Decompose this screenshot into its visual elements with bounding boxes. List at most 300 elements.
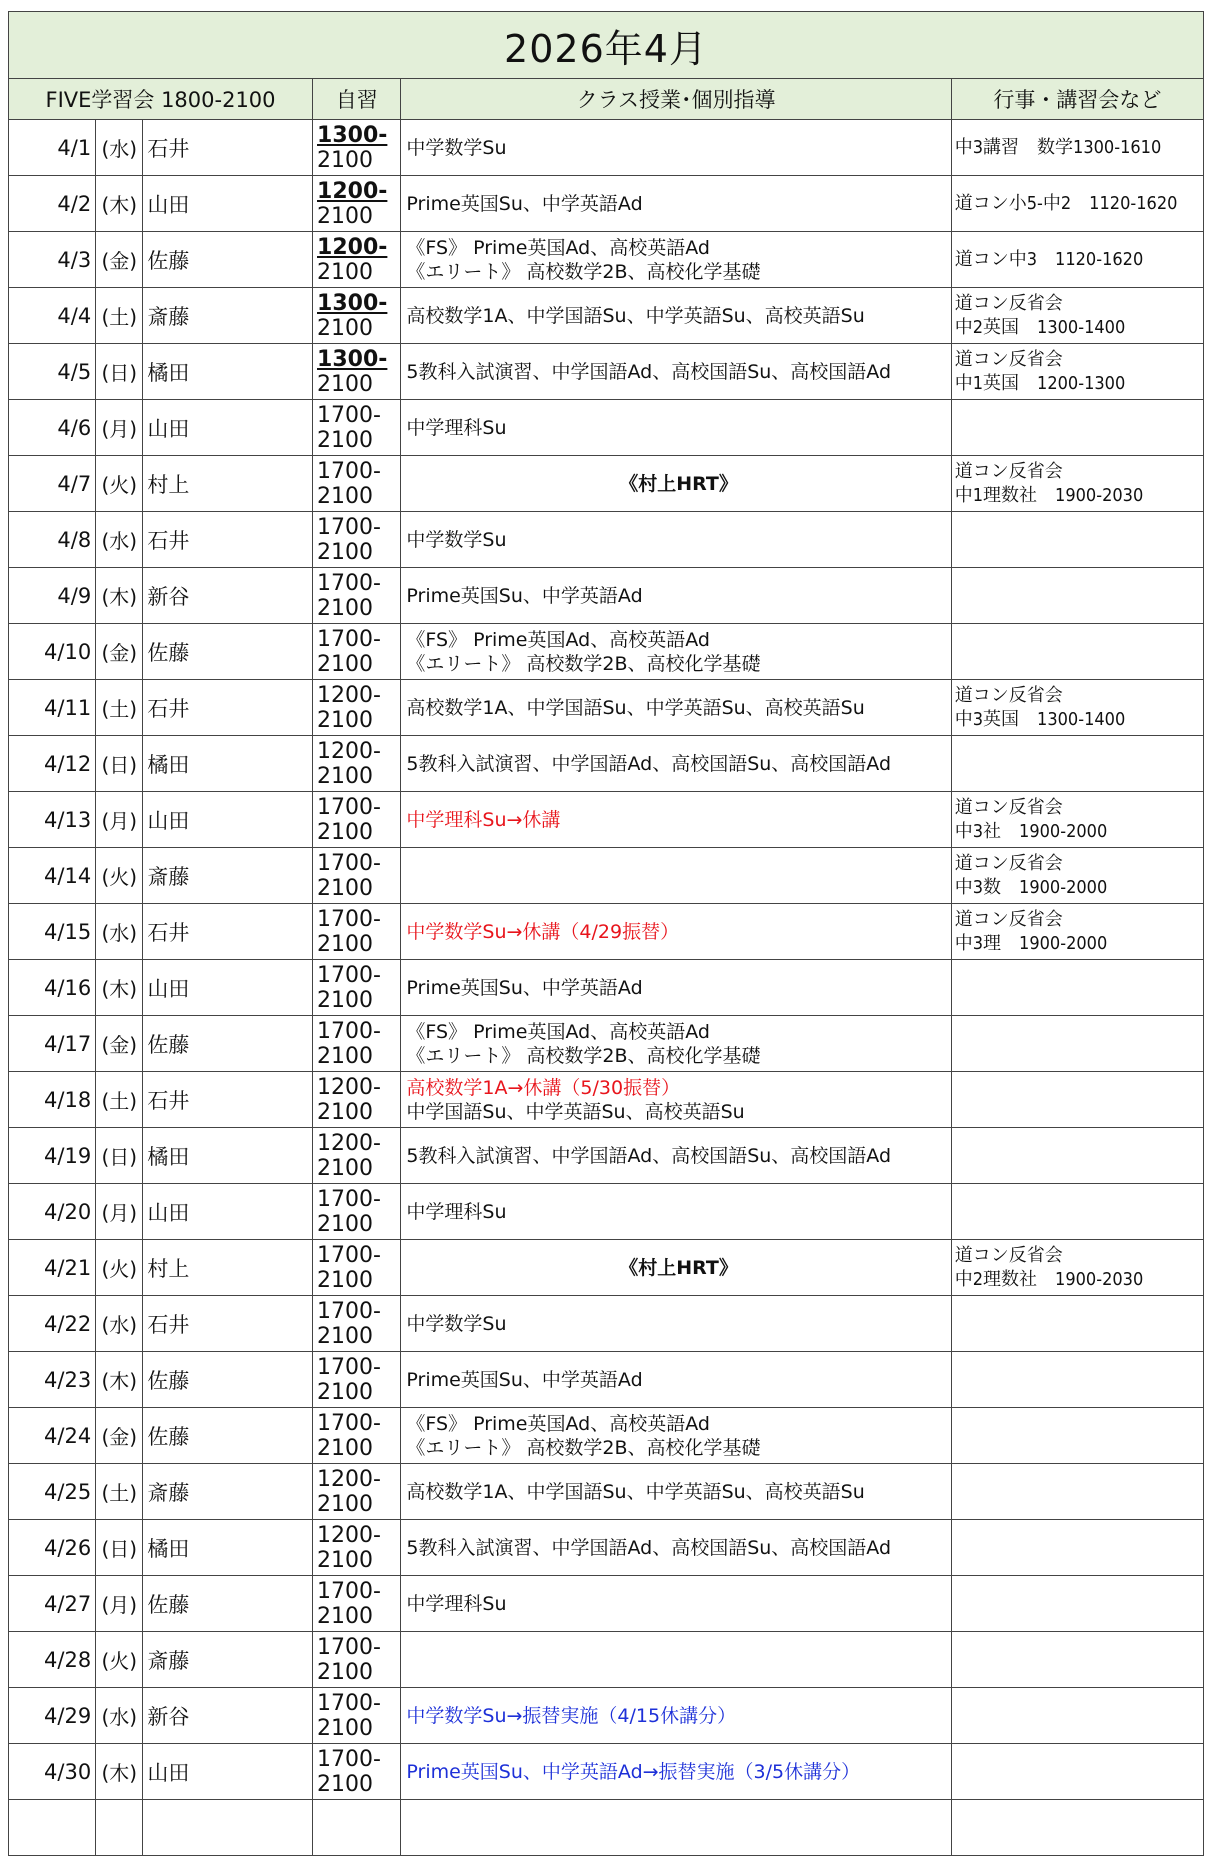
weekday-cell: (土) (96, 680, 143, 736)
class-line-1: Prime英国Su、中学英語Ad (406, 976, 643, 999)
class-cell (401, 904, 951, 960)
event-cell (951, 1128, 1203, 1184)
self-study-start: 1200- (317, 234, 388, 260)
table-row (9, 736, 1204, 792)
staff-cell: 村上 (143, 1240, 313, 1296)
self-study-start: 1700- (317, 514, 381, 540)
weekday-cell: (月) (96, 792, 143, 848)
self-study-start: 1700- (317, 1690, 381, 1716)
table-row (9, 344, 1204, 400)
date-cell: 4/10 (9, 624, 96, 680)
class-cell (401, 1240, 951, 1296)
table-row (9, 176, 1204, 232)
weekday-cell: (月) (96, 1184, 143, 1240)
self-study-end: 2100 (317, 1099, 374, 1125)
class-cell (401, 1800, 951, 1856)
class-line-1: 高校数学1A→休講（5/30振替） (406, 1076, 681, 1099)
staff-cell: 山田 (143, 1744, 313, 1800)
self-study-end: 2100 (317, 931, 374, 957)
date-cell: 4/16 (9, 960, 96, 1016)
date-cell: 4/14 (9, 848, 96, 904)
event-line-1: 道コン反省会 (954, 796, 1063, 818)
class-line-1: Prime英国Su、中学英語Ad→振替実施（3/5休講分） (406, 1760, 861, 1783)
date-cell: 4/23 (9, 1352, 96, 1408)
self-study-start: 1700- (317, 570, 381, 596)
class-cell (401, 176, 951, 232)
event-line-1: 道コン反省会 (954, 908, 1063, 930)
staff-cell: 石井 (143, 680, 313, 736)
self-study-cell (313, 1296, 401, 1352)
self-study-start: 1200- (317, 682, 381, 708)
class-line-1: 中学理科Su (406, 1200, 507, 1223)
class-line-2: 《エリート》 高校数学2B、高校化学基礎 (406, 652, 761, 675)
event-line-2: 中2理数社 1900-2030 (954, 1268, 1144, 1290)
date-cell: 4/26 (9, 1520, 96, 1576)
class-cell (401, 792, 951, 848)
self-study-cell (313, 1632, 401, 1688)
date-cell: 4/27 (9, 1576, 96, 1632)
self-study-cell (313, 792, 401, 848)
weekday-cell: (日) (96, 344, 143, 400)
self-study-cell (313, 1072, 401, 1128)
class-line-2: 《エリート》 高校数学2B、高校化学基礎 (406, 260, 761, 283)
self-study-end: 2100 (317, 371, 374, 397)
self-study-cell (313, 400, 401, 456)
staff-cell: 斎藤 (143, 288, 313, 344)
self-study-cell (313, 904, 401, 960)
event-cell (951, 1744, 1203, 1800)
event-line-1: 道コン反省会 (954, 852, 1063, 874)
event-cell (951, 1352, 1203, 1408)
table-row (9, 1240, 1204, 1296)
event-cell (951, 1016, 1203, 1072)
self-study-cell (313, 1800, 401, 1856)
self-study-end: 2100 (317, 1547, 374, 1573)
self-study-start: 1700- (317, 1746, 381, 1772)
class-line-1: 中学数学Su→振替実施（4/15休講分） (406, 1704, 737, 1727)
class-cell (401, 1632, 951, 1688)
staff-cell: 橘田 (143, 1128, 313, 1184)
event-line-2: 中3数 1900-2000 (954, 876, 1108, 898)
date-cell: 4/15 (9, 904, 96, 960)
weekday-cell: (日) (96, 1128, 143, 1184)
event-cell (951, 1632, 1203, 1688)
class-line-2: 《エリート》 高校数学2B、高校化学基礎 (406, 1436, 761, 1459)
date-cell: 4/3 (9, 232, 96, 288)
date-cell: 4/7 (9, 456, 96, 512)
staff-cell: 佐藤 (143, 1576, 313, 1632)
date-cell: 4/18 (9, 1072, 96, 1128)
event-cell (951, 736, 1203, 792)
table-row (9, 120, 1204, 176)
table-row (9, 1800, 1204, 1856)
self-study-start: 1700- (317, 906, 381, 932)
staff-cell: 新谷 (143, 1688, 313, 1744)
class-line-1: 《村上HRT》 (619, 472, 738, 495)
weekday-cell: (土) (96, 288, 143, 344)
class-line-1: 《FS》 Prime英国Ad、高校英語Ad (406, 236, 710, 259)
table-row (9, 568, 1204, 624)
self-study-end: 2100 (317, 819, 374, 845)
date-cell: 4/21 (9, 1240, 96, 1296)
event-cell (951, 1184, 1203, 1240)
table-row (9, 1296, 1204, 1352)
class-line-1: 5教科入試演習、中学国語Ad、高校国語Su、高校国語Ad (406, 360, 892, 383)
staff-cell: 石井 (143, 512, 313, 568)
self-study-cell (313, 1744, 401, 1800)
self-study-cell (313, 512, 401, 568)
table-row (9, 1072, 1204, 1128)
weekday-cell: (月) (96, 400, 143, 456)
self-study-cell (313, 344, 401, 400)
self-study-end: 2100 (317, 1379, 374, 1405)
self-study-cell (313, 1240, 401, 1296)
weekday-cell: (木) (96, 1744, 143, 1800)
self-study-end: 2100 (317, 1659, 374, 1685)
class-line-1: 中学理科Su (406, 1592, 507, 1615)
staff-cell: 村上 (143, 456, 313, 512)
table-row (9, 680, 1204, 736)
self-study-cell (313, 1352, 401, 1408)
event-line-1: 道コン反省会 (954, 292, 1063, 314)
date-cell: 4/24 (9, 1408, 96, 1464)
weekday-cell: (金) (96, 232, 143, 288)
weekday-cell: (水) (96, 120, 143, 176)
weekday-cell: (水) (96, 512, 143, 568)
class-line-1: 《FS》 Prime英国Ad、高校英語Ad (406, 628, 710, 651)
event-cell (951, 1576, 1203, 1632)
staff-cell: 佐藤 (143, 232, 313, 288)
self-study-start: 1700- (317, 1410, 381, 1436)
date-cell: 4/12 (9, 736, 96, 792)
weekday-cell: (木) (96, 176, 143, 232)
self-study-start: 1700- (317, 1634, 381, 1660)
self-study-end: 2100 (317, 147, 374, 173)
self-study-start: 1300- (317, 346, 388, 372)
event-cell (951, 120, 1203, 176)
table-row (9, 288, 1204, 344)
weekday-cell: (日) (96, 736, 143, 792)
table-row (9, 1632, 1204, 1688)
class-cell (401, 456, 951, 512)
date-cell: 4/2 (9, 176, 96, 232)
staff-cell: 佐藤 (143, 624, 313, 680)
class-cell (401, 1128, 951, 1184)
self-study-end: 2100 (317, 875, 374, 901)
weekday-cell: (火) (96, 1632, 143, 1688)
class-line-2: 中学国語Su、中学英語Su、高校英語Su (406, 1100, 745, 1123)
self-study-start: 1700- (317, 1186, 381, 1212)
staff-cell: 斎藤 (143, 1632, 313, 1688)
staff-cell: 山田 (143, 400, 313, 456)
event-cell (951, 1464, 1203, 1520)
staff-cell: 橘田 (143, 736, 313, 792)
self-study-cell (313, 1184, 401, 1240)
event-cell (951, 848, 1203, 904)
header-self-study: 自習 (313, 79, 401, 120)
self-study-end: 2100 (317, 1211, 374, 1237)
date-cell: 4/13 (9, 792, 96, 848)
class-cell (401, 568, 951, 624)
self-study-start: 1200- (317, 1074, 381, 1100)
weekday-cell: (金) (96, 1408, 143, 1464)
event-cell (951, 1296, 1203, 1352)
table-row (9, 792, 1204, 848)
self-study-cell (313, 568, 401, 624)
weekday-cell: (水) (96, 1296, 143, 1352)
table-row (9, 400, 1204, 456)
table-row (9, 624, 1204, 680)
self-study-end: 2100 (317, 1435, 374, 1461)
header-events: 行事・講習会など (951, 79, 1203, 120)
self-study-start: 1700- (317, 850, 381, 876)
event-cell (951, 680, 1203, 736)
date-cell: 4/4 (9, 288, 96, 344)
class-cell (401, 232, 951, 288)
table-row (9, 960, 1204, 1016)
page-title: 2026年4月 (9, 12, 1204, 79)
class-cell (401, 960, 951, 1016)
class-cell (401, 736, 951, 792)
event-line-2: 中1理数社 1900-2030 (954, 484, 1144, 506)
class-line-1: 《FS》 Prime英国Ad、高校英語Ad (406, 1020, 710, 1043)
class-line-1: 高校数学1A、中学国語Su、中学英語Su、高校英語Su (406, 304, 865, 327)
staff-cell: 石井 (143, 904, 313, 960)
event-line-1: 道コン反省会 (954, 684, 1063, 706)
staff-cell: 佐藤 (143, 1408, 313, 1464)
header-five: FIVE学習会 1800-2100 (9, 79, 313, 120)
class-cell (401, 1688, 951, 1744)
table-row (9, 1016, 1204, 1072)
event-cell (951, 512, 1203, 568)
event-cell (951, 624, 1203, 680)
class-cell (401, 512, 951, 568)
table-row (9, 232, 1204, 288)
staff-cell: 石井 (143, 120, 313, 176)
self-study-cell (313, 120, 401, 176)
event-cell (951, 904, 1203, 960)
self-study-start: 1300- (317, 290, 388, 316)
self-study-start: 1700- (317, 1242, 381, 1268)
date-cell: 4/20 (9, 1184, 96, 1240)
date-cell: 4/8 (9, 512, 96, 568)
staff-cell (143, 1800, 313, 1856)
weekday-cell: (土) (96, 1072, 143, 1128)
class-cell (401, 1520, 951, 1576)
date-cell: 4/30 (9, 1744, 96, 1800)
weekday-cell: (木) (96, 960, 143, 1016)
event-cell (951, 456, 1203, 512)
event-line-2: 中3社 1900-2000 (954, 820, 1108, 842)
self-study-cell (313, 288, 401, 344)
class-line-1: 中学数学Su (406, 1312, 507, 1335)
self-study-start: 1700- (317, 962, 381, 988)
self-study-cell (313, 624, 401, 680)
self-study-end: 2100 (317, 1155, 374, 1181)
weekday-cell: (日) (96, 1520, 143, 1576)
class-line-1: 5教科入試演習、中学国語Ad、高校国語Su、高校国語Ad (406, 1144, 892, 1167)
staff-cell: 佐藤 (143, 1352, 313, 1408)
table-row (9, 1688, 1204, 1744)
date-cell: 4/17 (9, 1016, 96, 1072)
event-cell (951, 568, 1203, 624)
class-cell (401, 680, 951, 736)
self-study-end: 2100 (317, 203, 374, 229)
event-cell (951, 288, 1203, 344)
class-cell (401, 1352, 951, 1408)
staff-cell: 石井 (143, 1296, 313, 1352)
table-row (9, 456, 1204, 512)
date-cell: 4/29 (9, 1688, 96, 1744)
class-line-1: Prime英国Su、中学英語Ad (406, 584, 643, 607)
staff-cell: 新谷 (143, 568, 313, 624)
class-line-1: Prime英国Su、中学英語Ad (406, 192, 643, 215)
self-study-start: 1700- (317, 402, 381, 428)
self-study-end: 2100 (317, 1603, 374, 1629)
event-line-2: 中3英国 1300-1400 (954, 708, 1126, 730)
self-study-cell (313, 1688, 401, 1744)
event-cell (951, 1520, 1203, 1576)
event-line-1: 道コン中3 1120-1620 (954, 248, 1144, 270)
self-study-cell (313, 736, 401, 792)
event-cell (951, 1408, 1203, 1464)
self-study-start: 1200- (317, 1522, 381, 1548)
self-study-end: 2100 (317, 707, 374, 733)
weekday-cell: (火) (96, 848, 143, 904)
table-row (9, 1464, 1204, 1520)
self-study-end: 2100 (317, 259, 374, 285)
class-cell (401, 1184, 951, 1240)
weekday-cell: (火) (96, 1240, 143, 1296)
class-line-1: 5教科入試演習、中学国語Ad、高校国語Su、高校国語Ad (406, 1536, 892, 1559)
weekday-cell (96, 1800, 143, 1856)
class-cell (401, 1296, 951, 1352)
table-row (9, 1128, 1204, 1184)
self-study-start: 1700- (317, 794, 381, 820)
class-line-1: 中学理科Su (406, 416, 507, 439)
self-study-cell (313, 232, 401, 288)
class-line-1: Prime英国Su、中学英語Ad (406, 1368, 643, 1391)
event-line-1: 中3講習 数学1300-1610 (954, 136, 1162, 158)
class-line-1: 5教科入試演習、中学国語Ad、高校国語Su、高校国語Ad (406, 752, 892, 775)
self-study-end: 2100 (317, 539, 374, 565)
event-line-1: 道コン反省会 (954, 460, 1063, 482)
self-study-cell (313, 680, 401, 736)
self-study-end: 2100 (317, 763, 374, 789)
weekday-cell: (火) (96, 456, 143, 512)
staff-cell: 山田 (143, 1184, 313, 1240)
self-study-cell (313, 848, 401, 904)
table-row (9, 904, 1204, 960)
table-row (9, 848, 1204, 904)
weekday-cell: (水) (96, 904, 143, 960)
self-study-end: 2100 (317, 315, 374, 341)
event-line-2: 中1英国 1200-1300 (954, 372, 1126, 394)
weekday-cell: (月) (96, 1576, 143, 1632)
class-cell (401, 344, 951, 400)
event-line-1: 道コン反省会 (954, 348, 1063, 370)
class-cell (401, 1016, 951, 1072)
event-line-1: 道コン小5-中2 1120-1620 (954, 192, 1178, 214)
self-study-cell (313, 1016, 401, 1072)
class-line-1: 中学数学Su→休講（4/29振替） (406, 920, 680, 943)
date-cell: 4/19 (9, 1128, 96, 1184)
self-study-start: 1200- (317, 178, 388, 204)
self-study-cell (313, 1576, 401, 1632)
date-cell: 4/28 (9, 1632, 96, 1688)
class-line-1: 中学理科Su→休講 (406, 808, 561, 831)
event-cell (951, 344, 1203, 400)
weekday-cell: (木) (96, 1352, 143, 1408)
staff-cell: 山田 (143, 176, 313, 232)
class-line-1: 高校数学1A、中学国語Su、中学英語Su、高校英語Su (406, 1480, 865, 1503)
class-cell (401, 1408, 951, 1464)
class-line-2: 《エリート》 高校数学2B、高校化学基礎 (406, 1044, 761, 1067)
event-cell (951, 1800, 1203, 1856)
self-study-start: 1200- (317, 738, 381, 764)
self-study-end: 2100 (317, 651, 374, 677)
self-study-start: 1700- (317, 1578, 381, 1604)
table-row (9, 1352, 1204, 1408)
class-line-1: 中学数学Su (406, 528, 507, 551)
self-study-start: 1700- (317, 458, 381, 484)
self-study-start: 1700- (317, 1298, 381, 1324)
staff-cell: 斎藤 (143, 1464, 313, 1520)
weekday-cell: (水) (96, 1688, 143, 1744)
date-cell: 4/22 (9, 1296, 96, 1352)
table-row (9, 1576, 1204, 1632)
class-cell (401, 400, 951, 456)
class-line-1: 《FS》 Prime英国Ad、高校英語Ad (406, 1412, 710, 1435)
event-line-2: 中2英国 1300-1400 (954, 316, 1126, 338)
self-study-end: 2100 (317, 1043, 374, 1069)
self-study-end: 2100 (317, 1323, 374, 1349)
self-study-end: 2100 (317, 483, 374, 509)
date-cell: 4/6 (9, 400, 96, 456)
self-study-end: 2100 (317, 1267, 374, 1293)
self-study-start: 1700- (317, 626, 381, 652)
date-cell (9, 1800, 96, 1856)
date-cell: 4/5 (9, 344, 96, 400)
event-line-2: 中3理 1900-2000 (954, 932, 1108, 954)
event-cell (951, 960, 1203, 1016)
self-study-cell (313, 456, 401, 512)
staff-cell: 山田 (143, 960, 313, 1016)
self-study-end: 2100 (317, 1491, 374, 1517)
self-study-start: 1700- (317, 1018, 381, 1044)
staff-cell: 橘田 (143, 344, 313, 400)
staff-cell: 山田 (143, 792, 313, 848)
date-cell: 4/25 (9, 1464, 96, 1520)
date-cell: 4/1 (9, 120, 96, 176)
class-cell (401, 1576, 951, 1632)
self-study-start: 1200- (317, 1466, 381, 1492)
self-study-cell (313, 1408, 401, 1464)
event-cell (951, 400, 1203, 456)
self-study-end: 2100 (317, 595, 374, 621)
self-study-end: 2100 (317, 427, 374, 453)
self-study-cell (313, 960, 401, 1016)
class-cell (401, 1072, 951, 1128)
class-line-1: 高校数学1A、中学国語Su、中学英語Su、高校英語Su (406, 696, 865, 719)
event-cell (951, 1072, 1203, 1128)
self-study-cell (313, 1520, 401, 1576)
class-cell (401, 1744, 951, 1800)
class-cell (401, 1464, 951, 1520)
staff-cell: 斎藤 (143, 848, 313, 904)
self-study-start: 1200- (317, 1130, 381, 1156)
self-study-start: 1300- (317, 122, 388, 148)
